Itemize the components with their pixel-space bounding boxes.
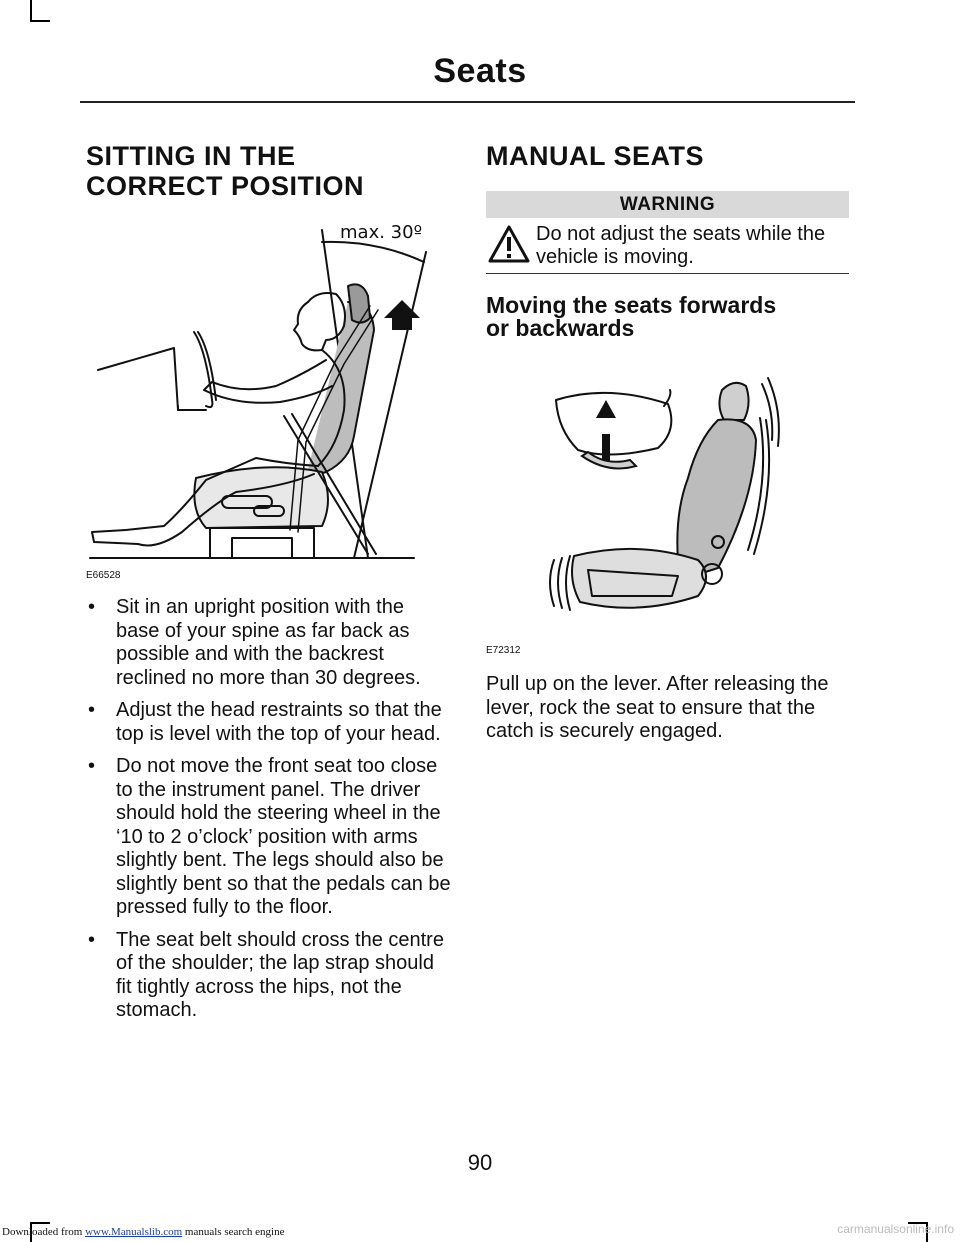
warning-icon xyxy=(488,225,530,263)
section-heading-sitting: SITTING IN THE CORRECT POSITION xyxy=(86,141,365,201)
page-number: 90 xyxy=(467,1150,493,1175)
angle-label: max. 30º xyxy=(340,222,423,243)
crop-mark xyxy=(30,0,32,20)
page-header-title: Seats xyxy=(433,52,527,90)
seat-lever-illustration xyxy=(548,370,784,640)
header-divider xyxy=(80,101,855,103)
download-footer: Downloaded from www.Manualslib.com manuals search engine xyxy=(2,1226,285,1238)
crop-mark xyxy=(30,20,50,22)
crop-mark xyxy=(30,1222,50,1224)
list-item: • Sit in an upright position with the base of your spine as far back as possible and with the backrest reclined no more than 30 degrees. xyxy=(88,596,421,689)
warning-text: Do not adjust the seats while the vehicle is moving. xyxy=(536,223,826,268)
section-heading-manual-seats: MANUAL SEATS xyxy=(486,141,705,171)
figure-id: E66528 xyxy=(86,570,121,581)
list-item: • Do not move the front seat too close to the instrument panel. The driver should hold the steering wheel in the ‘10 to 2 o’clock’ position with arms slightly bent. The legs should also be slightly bent so that the pedals can be pressed fully to the floor. xyxy=(88,755,451,918)
list-item: • The seat belt should cross the centre of the shoulder; the lap strap should fit tightly across the hips, not the stomach. xyxy=(88,928,444,1021)
sitting-position-figure xyxy=(86,210,442,570)
manual-seat-figure xyxy=(548,370,784,640)
subheading-moving-seats: Moving the seats forwards or backwards xyxy=(486,292,777,341)
watermark: carmanualsonline.info xyxy=(837,1222,954,1236)
body-paragraph: Pull up on the lever. After releasing the lever, rock the seat to ensure that the catch is securely engaged. xyxy=(486,673,829,742)
seat-lever xyxy=(602,434,610,462)
list-item: • Adjust the head restraints so that the top is level with the top of your head. xyxy=(88,699,442,745)
driver-seat-illustration xyxy=(86,210,442,570)
up-arrow-icon xyxy=(596,400,616,418)
warning-divider xyxy=(486,273,849,274)
manualslib-link[interactable]: www.Manualslib.com xyxy=(85,1226,183,1238)
sitting-bullet-list xyxy=(86,596,452,1032)
figure-id: E72312 xyxy=(486,645,521,656)
warning-title-bar: WARNING xyxy=(486,191,849,218)
